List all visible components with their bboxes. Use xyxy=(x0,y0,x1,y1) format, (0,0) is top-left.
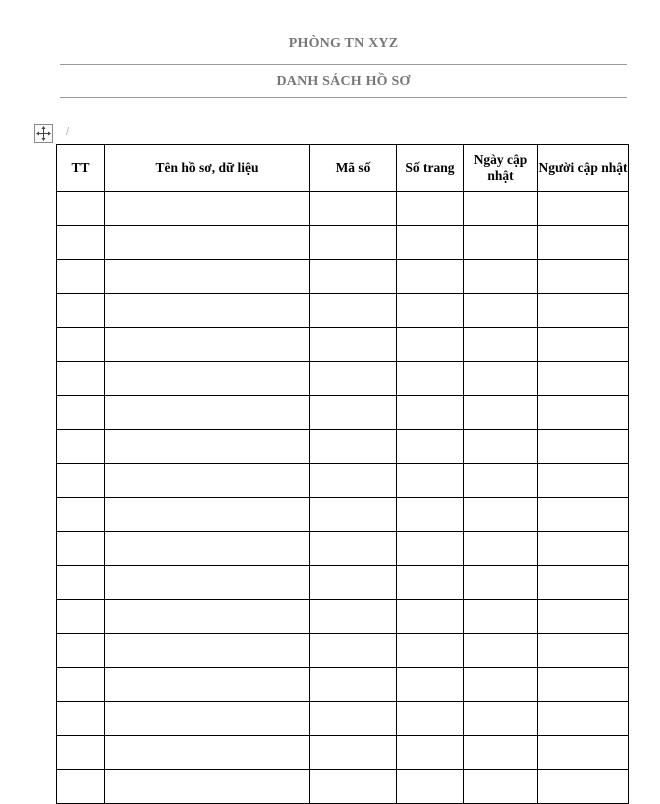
table-row xyxy=(57,362,629,396)
table-cell[interactable] xyxy=(538,328,629,362)
document-title: DANH SÁCH HỒ SƠ xyxy=(276,74,411,89)
table-cell[interactable] xyxy=(397,600,464,634)
table-cell[interactable] xyxy=(397,668,464,702)
table-cell[interactable] xyxy=(397,362,464,396)
table-cell[interactable] xyxy=(57,668,105,702)
column-header-updated-by: Người cập nhật xyxy=(538,145,629,192)
table-cell[interactable] xyxy=(538,736,629,770)
table-cell[interactable] xyxy=(538,464,629,498)
org-name: PHÒNG TN XYZ xyxy=(288,36,399,51)
header-rule-bottom xyxy=(60,97,627,98)
table-cell[interactable] xyxy=(538,430,629,464)
paragraph-mark: / xyxy=(66,126,70,138)
table-cell[interactable] xyxy=(310,362,397,396)
table-cell[interactable] xyxy=(538,702,629,736)
table-row xyxy=(57,294,629,328)
table-cell[interactable] xyxy=(538,498,629,532)
table-cell[interactable] xyxy=(57,770,105,804)
table-cell[interactable] xyxy=(397,192,464,226)
table-cell[interactable] xyxy=(538,668,629,702)
table-cell[interactable] xyxy=(464,600,538,634)
table-cell[interactable] xyxy=(105,600,310,634)
table-cell[interactable] xyxy=(538,532,629,566)
table-row xyxy=(57,532,629,566)
table-cell[interactable] xyxy=(57,736,105,770)
table-cell[interactable] xyxy=(310,430,397,464)
header-rule-top xyxy=(60,64,627,65)
table-row xyxy=(57,668,629,702)
table-cell[interactable] xyxy=(397,736,464,770)
table-cell[interactable] xyxy=(397,464,464,498)
table-row xyxy=(57,566,629,600)
table-cell[interactable] xyxy=(464,702,538,736)
column-header-update-date: Ngày cập nhật xyxy=(464,145,538,192)
table-cell[interactable] xyxy=(538,770,629,804)
table-cell[interactable] xyxy=(464,566,538,600)
table-cell[interactable] xyxy=(397,566,464,600)
table-cell[interactable] xyxy=(105,328,310,362)
table-cell[interactable] xyxy=(105,668,310,702)
table-cell[interactable] xyxy=(397,634,464,668)
column-header-page-count: Số trang xyxy=(397,145,464,192)
table-cell[interactable] xyxy=(310,702,397,736)
table-cell[interactable] xyxy=(538,192,629,226)
table-cell[interactable] xyxy=(57,634,105,668)
table-cell[interactable] xyxy=(538,600,629,634)
table-row xyxy=(57,260,629,294)
table-cell[interactable] xyxy=(57,328,105,362)
table-cell[interactable] xyxy=(397,430,464,464)
table-cell[interactable] xyxy=(464,226,538,260)
table-cell[interactable] xyxy=(105,464,310,498)
table-cell[interactable] xyxy=(464,430,538,464)
table-cell[interactable] xyxy=(310,464,397,498)
table-row xyxy=(57,600,629,634)
table-cell[interactable] xyxy=(310,566,397,600)
table-cell[interactable] xyxy=(57,362,105,396)
table-cell[interactable] xyxy=(464,464,538,498)
table-row xyxy=(57,226,629,260)
table-cell[interactable] xyxy=(57,226,105,260)
table-cell[interactable] xyxy=(464,396,538,430)
table-body xyxy=(57,192,629,804)
table-cell[interactable] xyxy=(310,260,397,294)
table-row xyxy=(57,192,629,226)
table-cell[interactable] xyxy=(57,532,105,566)
table-cell[interactable] xyxy=(105,736,310,770)
table-cell[interactable] xyxy=(57,464,105,498)
table-cell[interactable] xyxy=(57,294,105,328)
records-table xyxy=(56,144,629,804)
table-cell[interactable] xyxy=(464,328,538,362)
table-cell[interactable] xyxy=(57,600,105,634)
table-cell[interactable] xyxy=(464,736,538,770)
table-cell[interactable] xyxy=(105,566,310,600)
table-cell[interactable] xyxy=(105,532,310,566)
table-row xyxy=(57,464,629,498)
table-move-handle-icon[interactable] xyxy=(34,124,53,143)
column-header-record-name: Tên hồ sơ, dữ liệu xyxy=(105,145,310,192)
table-cell[interactable] xyxy=(397,328,464,362)
table-row xyxy=(57,702,629,736)
table-cell[interactable] xyxy=(105,226,310,260)
table-cell[interactable] xyxy=(464,260,538,294)
table-cell[interactable] xyxy=(310,736,397,770)
table-cell[interactable] xyxy=(538,226,629,260)
table-cell[interactable] xyxy=(310,226,397,260)
table-cell[interactable] xyxy=(397,532,464,566)
table-row xyxy=(57,328,629,362)
table-header-row xyxy=(57,145,629,192)
table-cell[interactable] xyxy=(105,260,310,294)
table-cell[interactable] xyxy=(105,770,310,804)
table-cell[interactable] xyxy=(397,498,464,532)
table-cell[interactable] xyxy=(397,260,464,294)
table-cell[interactable] xyxy=(464,770,538,804)
table-cell[interactable] xyxy=(105,498,310,532)
table-cell[interactable] xyxy=(464,532,538,566)
table-cell[interactable] xyxy=(397,226,464,260)
table-cell[interactable] xyxy=(464,498,538,532)
table-cell[interactable] xyxy=(397,294,464,328)
table-cell[interactable] xyxy=(57,192,105,226)
table-cell[interactable] xyxy=(105,430,310,464)
table-cell[interactable] xyxy=(397,702,464,736)
table-row xyxy=(57,634,629,668)
table-cell[interactable] xyxy=(57,430,105,464)
table-cell[interactable] xyxy=(105,634,310,668)
table-cell[interactable] xyxy=(310,600,397,634)
table-cell[interactable] xyxy=(397,770,464,804)
column-header-tt: TT xyxy=(57,145,105,192)
table-row xyxy=(57,430,629,464)
table-cell[interactable] xyxy=(397,396,464,430)
table-cell[interactable] xyxy=(464,294,538,328)
table-row xyxy=(57,396,629,430)
table-cell[interactable] xyxy=(464,362,538,396)
table-cell[interactable] xyxy=(464,668,538,702)
table-cell[interactable] xyxy=(310,532,397,566)
table-cell[interactable] xyxy=(310,498,397,532)
table-cell[interactable] xyxy=(310,770,397,804)
table-cell[interactable] xyxy=(538,566,629,600)
table-cell[interactable] xyxy=(464,634,538,668)
table-row xyxy=(57,770,629,804)
table-cell[interactable] xyxy=(538,260,629,294)
table-row xyxy=(57,736,629,770)
table-cell[interactable] xyxy=(310,634,397,668)
table-cell[interactable] xyxy=(538,634,629,668)
table-cell[interactable] xyxy=(538,362,629,396)
table-cell[interactable] xyxy=(310,668,397,702)
table-cell[interactable] xyxy=(310,294,397,328)
table-cell[interactable] xyxy=(105,702,310,736)
table-cell[interactable] xyxy=(57,498,105,532)
table-cell[interactable] xyxy=(57,702,105,736)
column-header-code: Mã số xyxy=(310,145,397,192)
table-cell[interactable] xyxy=(538,294,629,328)
table-cell[interactable] xyxy=(57,260,105,294)
table-cell[interactable] xyxy=(105,396,310,430)
table-cell[interactable] xyxy=(310,396,397,430)
table-cell[interactable] xyxy=(57,396,105,430)
table-cell[interactable] xyxy=(310,192,397,226)
table-cell[interactable] xyxy=(310,328,397,362)
table-cell[interactable] xyxy=(57,566,105,600)
table-cell[interactable] xyxy=(464,192,538,226)
table-cell[interactable] xyxy=(105,362,310,396)
table-cell[interactable] xyxy=(538,396,629,430)
table-cell[interactable] xyxy=(105,294,310,328)
table-row xyxy=(57,498,629,532)
table-cell[interactable] xyxy=(105,192,310,226)
